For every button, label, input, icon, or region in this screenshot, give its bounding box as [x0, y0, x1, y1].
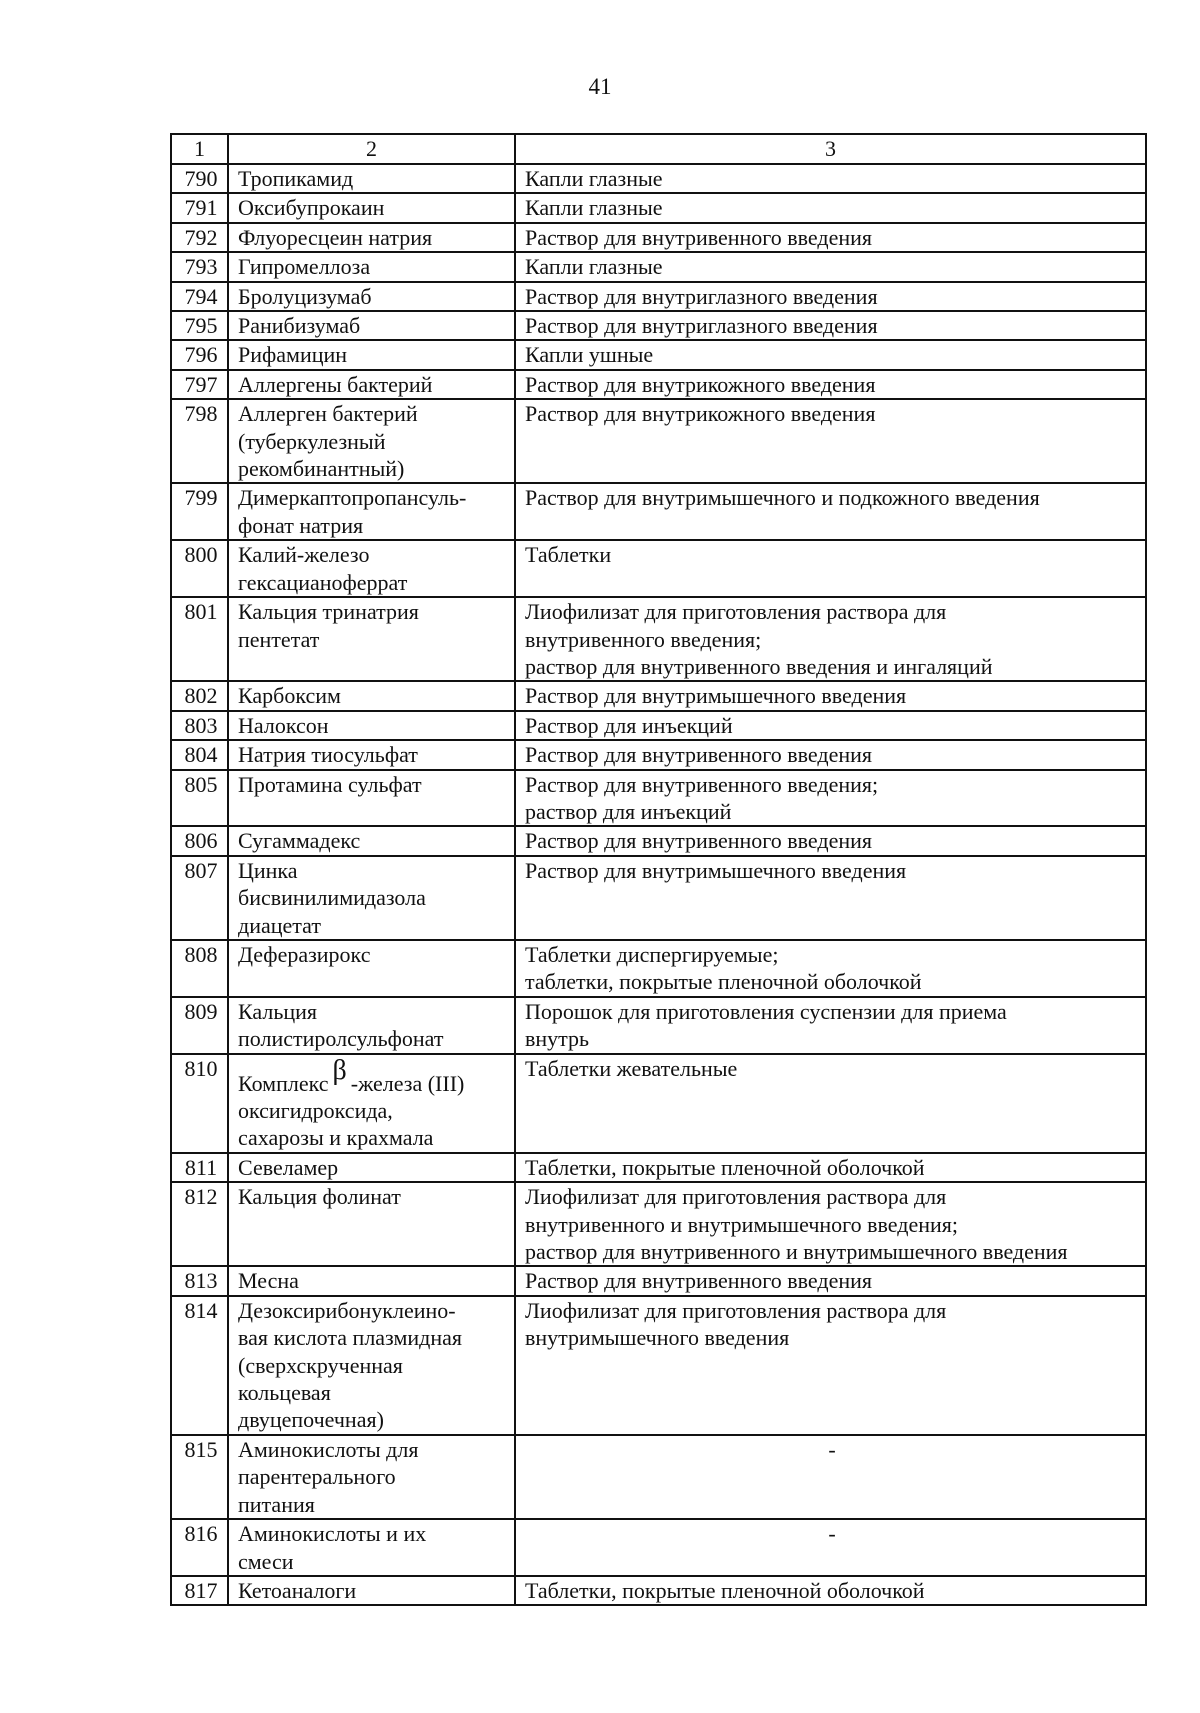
- dosage-form: Порошок для приготовления суспензии для приема внутрь: [515, 997, 1146, 1054]
- row-number: 797: [171, 370, 228, 399]
- table-row: [171, 1519, 1146, 1576]
- table-row: [171, 193, 1146, 222]
- beta-symbol: β: [332, 1054, 347, 1086]
- drug-name-part: Комплекс: [238, 1070, 329, 1096]
- table-row: [171, 399, 1146, 483]
- dosage-form: Раствор для инъекций: [515, 711, 1146, 740]
- drug-name: Аллергены бактерий: [228, 370, 515, 399]
- table-row: [171, 252, 1146, 281]
- row-number: 802: [171, 681, 228, 710]
- page-number: 41: [588, 74, 612, 99]
- table-row: [171, 282, 1146, 311]
- table-row: [171, 1266, 1146, 1295]
- dosage-form: -: [515, 1519, 1146, 1576]
- table-row: [171, 1153, 1146, 1182]
- row-number: 794: [171, 282, 228, 311]
- row-number: 798: [171, 399, 228, 483]
- drug-name: Карбоксим: [228, 681, 515, 710]
- table-row: [171, 740, 1146, 769]
- dosage-form: Раствор для внутриглазного введения: [515, 311, 1146, 340]
- table-row: [171, 997, 1146, 1054]
- dosage-form: Таблетки, покрытые пленочной оболочкой: [515, 1153, 1146, 1182]
- drug-name: Кальция тринатрия пентетат: [228, 597, 515, 681]
- dosage-form: Таблетки: [515, 540, 1146, 597]
- drug-name: Оксибупрокаин: [228, 193, 515, 222]
- row-number: 817: [171, 1576, 228, 1605]
- dosage-form: Таблетки, покрытые пленочной оболочкой: [515, 1576, 1146, 1605]
- drug-name: Димеркаптопропансуль- фонат натрия: [228, 483, 515, 540]
- row-number: 795: [171, 311, 228, 340]
- dosage-form: Раствор для внутримышечного введения: [515, 681, 1146, 710]
- drug-name: Кетоаналоги: [228, 1576, 515, 1605]
- drug-name: Рифамицин: [228, 340, 515, 369]
- row-number: 790: [171, 164, 228, 193]
- table-row: [171, 1054, 1146, 1153]
- dosage-form: Раствор для внутривенного введения: [515, 826, 1146, 855]
- dosage-form: Капли глазные: [515, 164, 1146, 193]
- dosage-form: Раствор для внутримышечного и подкожного введения: [515, 483, 1146, 540]
- column-header-form: 3: [515, 134, 1146, 164]
- drug-name: Аминокислоты и их смеси: [228, 1519, 515, 1576]
- row-number: 804: [171, 740, 228, 769]
- row-number: 796: [171, 340, 228, 369]
- table-row: [171, 856, 1146, 940]
- row-number: 793: [171, 252, 228, 281]
- row-number: 801: [171, 597, 228, 681]
- dosage-form: Раствор для внутрикожного введения: [515, 399, 1146, 483]
- drug-name: [228, 1054, 515, 1153]
- table-row: [171, 711, 1146, 740]
- row-number: 816: [171, 1519, 228, 1576]
- dosage-form: Лиофилизат для приготовления раствора для внутривенного и внутримышечного введения; раствор для внутривенного и внутримышечного введения: [515, 1182, 1146, 1266]
- drug-name-part: -железа (III) оксигидроксида, сахарозы и крахмала: [238, 1070, 465, 1151]
- drug-name: Дезоксирибонуклеино- вая кислота плазмидная (сверхскрученная кольцевая двуцепочечная): [228, 1296, 515, 1435]
- drug-name: Севеламер: [228, 1153, 515, 1182]
- row-number: 813: [171, 1266, 228, 1295]
- row-number: 803: [171, 711, 228, 740]
- row-number: 806: [171, 826, 228, 855]
- drug-name: Цинка бисвинилимидазола диацетат: [228, 856, 515, 940]
- drug-name: Кальция полистиролсульфонат: [228, 997, 515, 1054]
- table-row: [171, 940, 1146, 997]
- dosage-form: Раствор для внутривенного введения: [515, 223, 1146, 252]
- row-number: 812: [171, 1182, 228, 1266]
- row-number: 809: [171, 997, 228, 1054]
- drug-name: Сугаммадекс: [228, 826, 515, 855]
- table-row: [171, 483, 1146, 540]
- drug-name: Натрия тиосульфат: [228, 740, 515, 769]
- table-row: [171, 311, 1146, 340]
- row-number: 805: [171, 770, 228, 827]
- drug-name: Ранибизумаб: [228, 311, 515, 340]
- table-row: [171, 1296, 1146, 1435]
- drug-name: Аллерген бактерий (туберкулезный рекомбинантный): [228, 399, 515, 483]
- row-number: 815: [171, 1435, 228, 1519]
- drug-name: Месна: [228, 1266, 515, 1295]
- dosage-form: Лиофилизат для приготовления раствора для внутримышечного введения: [515, 1296, 1146, 1435]
- table-row: [171, 164, 1146, 193]
- table-row: [171, 770, 1146, 827]
- row-number: 800: [171, 540, 228, 597]
- table-row: [171, 223, 1146, 252]
- column-header-name: 2: [228, 134, 515, 164]
- row-number: 792: [171, 223, 228, 252]
- dosage-form: Капли глазные: [515, 252, 1146, 281]
- dosage-form: Таблетки диспергируемые; таблетки, покрытые пленочной оболочкой: [515, 940, 1146, 997]
- dosage-form: Раствор для внутримышечного введения: [515, 856, 1146, 940]
- table-header-row: [171, 134, 1146, 164]
- row-number: 807: [171, 856, 228, 940]
- dosage-form: Капли глазные: [515, 193, 1146, 222]
- table-row: [171, 1576, 1146, 1605]
- drug-name: Флуоресцеин натрия: [228, 223, 515, 252]
- dosage-form: Раствор для внутриглазного введения: [515, 282, 1146, 311]
- dosage-form: Раствор для внутривенного введения: [515, 1266, 1146, 1295]
- row-number: 791: [171, 193, 228, 222]
- row-number: 814: [171, 1296, 228, 1435]
- table-row: [171, 597, 1146, 681]
- dosage-form: Капли ушные: [515, 340, 1146, 369]
- drug-name: Тропикамид: [228, 164, 515, 193]
- drug-name: Деферазирокс: [228, 940, 515, 997]
- dosage-form: Раствор для внутривенного введения; раствор для инъекций: [515, 770, 1146, 827]
- drug-name: Гипромеллоза: [228, 252, 515, 281]
- table-row: [171, 826, 1146, 855]
- table-row: [171, 1435, 1146, 1519]
- table-row: [171, 340, 1146, 369]
- dosage-form: Раствор для внутрикожного введения: [515, 370, 1146, 399]
- row-number: 799: [171, 483, 228, 540]
- dosage-form: Таблетки жевательные: [515, 1054, 1146, 1153]
- dosage-form: -: [515, 1435, 1146, 1519]
- row-number: 808: [171, 940, 228, 997]
- row-number: 810: [171, 1054, 228, 1153]
- dosage-form: Раствор для внутривенного введения: [515, 740, 1146, 769]
- drug-name: Аминокислоты для парентерального питания: [228, 1435, 515, 1519]
- table-row: [171, 370, 1146, 399]
- row-number: 811: [171, 1153, 228, 1182]
- table-row: [171, 1182, 1146, 1266]
- drug-name: Бролуцизумаб: [228, 282, 515, 311]
- table-row: [171, 681, 1146, 710]
- drug-name: Калий-железо гексацианоферрат: [228, 540, 515, 597]
- column-header-number: 1: [171, 134, 228, 164]
- drug-table: [170, 133, 1147, 1606]
- dosage-form: Лиофилизат для приготовления раствора для внутривенного введения; раствор для внутривенного введения и ингаляций: [515, 597, 1146, 681]
- table-row: [171, 540, 1146, 597]
- drug-name: Протамина сульфат: [228, 770, 515, 827]
- drug-name: Налоксон: [228, 711, 515, 740]
- drug-name: Кальция фолинат: [228, 1182, 515, 1266]
